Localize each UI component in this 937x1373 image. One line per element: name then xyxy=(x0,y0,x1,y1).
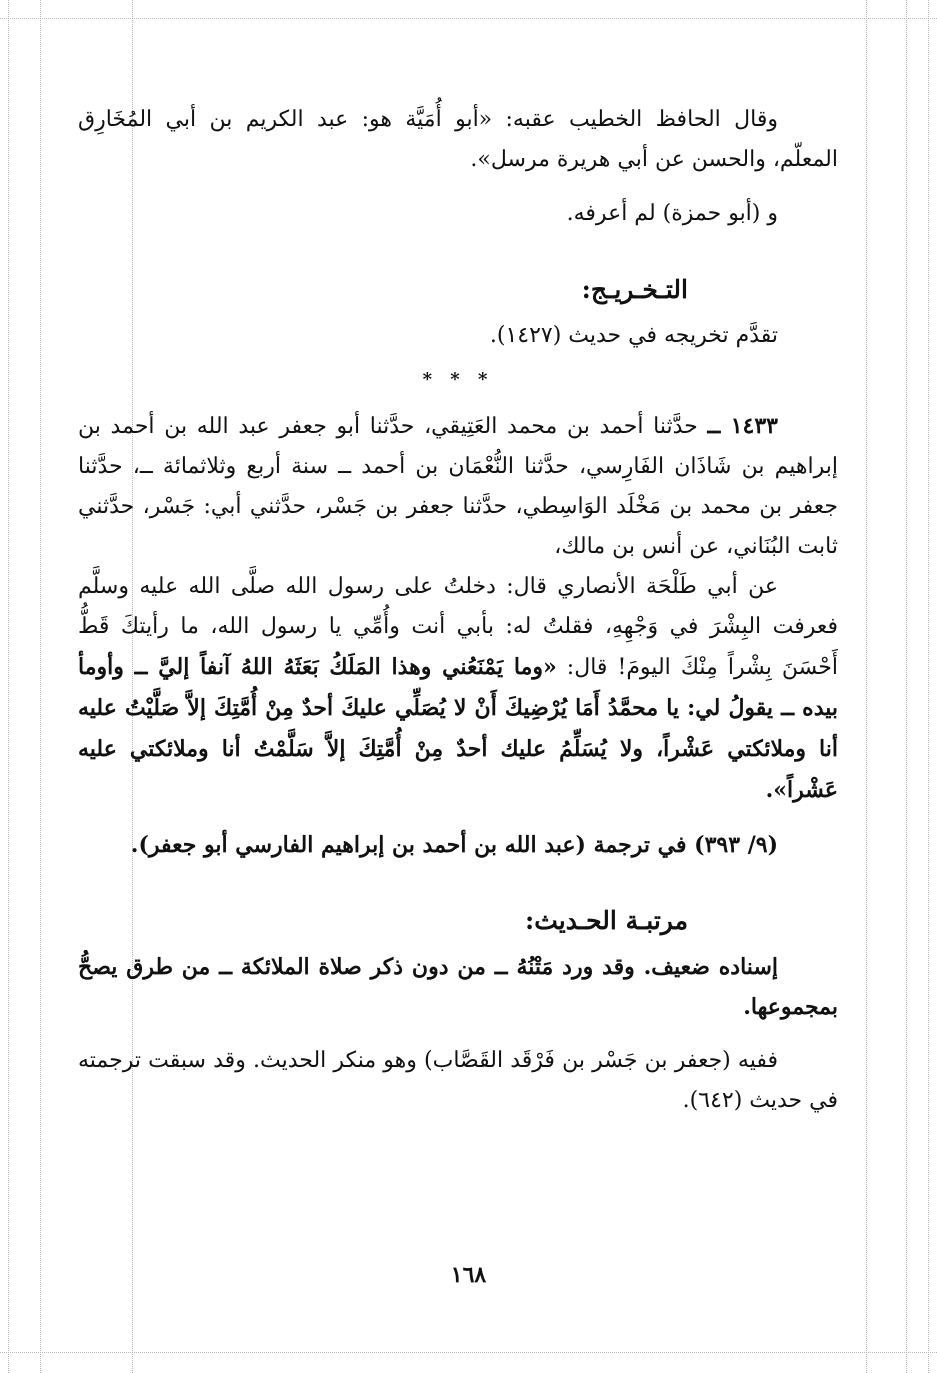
paragraph-takhrij: تقدَّم تخريجه في حديث (١٤٢٧). xyxy=(489,323,778,348)
paragraph-abu-hamza: و (أبو حمزة) لم أعرفه. xyxy=(566,201,778,226)
guide-line-bottom xyxy=(0,1352,937,1353)
hadith-number: ١٤٣٣ ــ xyxy=(707,413,778,439)
page-number: ١٦٨ xyxy=(450,1262,487,1288)
paragraph-rutba: إسناده ضعيف. وقد ورد مَتْنُهُ ــ من دون ذكر صلاة الملائكة ــ من طرق يصحُّ بمجموعها. xyxy=(78,954,838,1020)
paragraph-matn xyxy=(78,567,838,811)
heading-rutba: مرتبـة الحـديث: xyxy=(524,906,688,935)
isnad-text: حدَّثنا أحمد بن محمد العَتِيقي، حدَّثنا أبو جعفر عبد الله بن أحمد بن إبراهيم بن شَاذَان الفَارِسي، حدَّثنا النُّعْمَان بن أحمد ــ سنة أربع وثلاثمائة ــ، حدَّثنا جعفر بن محمد بن مَخْلَد الوَاسِطي، حدَّثنا جعفر بن جَسْر، حدَّثني أبي: جَسْر، حدَّثني ثابت البُنَاني، عن أنس بن مالك، xyxy=(78,414,838,559)
separator-stars: * * * xyxy=(422,369,494,390)
heading-takhrij: التـخـريـج: xyxy=(581,275,688,304)
guide-line-left-inner xyxy=(40,0,41,1373)
matn-intro: عن أبي طَلْحَة الأنصاري قال: دخلتُ على رسول الله صلَّى الله عليه وسلَّم فعرفت البِشْرَ في وَجْهِهِ، فقلتُ له: بأبي أنت وأُمِّي يا رسول الله، ما رأيتكَ قَطُّ أَحْسَنَ بِشْراً مِنْكَ اليومَ! قال: xyxy=(78,574,838,680)
matn-quote: «وما يَمْنَعُني وهذا المَلَكُ بَعَثَهُ اللهُ آنفاً إليَّ ــ وأومأ بيده ــ يقولُ لي: يا محمَّدُ أَمَا يُرْضِيكَ أَنْ لا يُصَلِّي عليكَ أحدٌ مِنْ أُمَّتِكَ إلاَّ صَلَّيْتُ عليه أنا وملائكتي عَشْراً، ولا يُسَلِّمُ عليك أحدٌ مِنْ أُمَّتِكَ إلاَّ سَلَّمْتُ أنا وملائكتي عليه عَشْراً». xyxy=(78,654,838,803)
guide-line-right-margin xyxy=(866,0,867,1373)
guide-line-right-outer xyxy=(928,0,929,1373)
paragraph-final: ففيه (جعفر بن جَسْر بن فَرْقَد القَصَّاب) وهو منكر الحديث. وقد سبقت ترجمته في حديث (٦٤٢). xyxy=(78,1048,838,1113)
paragraph-isnad xyxy=(78,406,838,567)
guide-line-left-outer xyxy=(8,0,9,1373)
paragraph-khatib: وقال الحافظ الخطيب عقبه: «أبو أُمَيَّة هو: عبد الكريم بن أبي المُخَارِق المعلّم، والحسن عن أبي هريرة مرسل». xyxy=(78,107,838,172)
paragraph-reference: (٩/ ٣٩٣) في ترجمة (عبد الله بن أحمد بن إبراهيم الفارسي أبو جعفر). xyxy=(130,832,778,858)
guide-line-top xyxy=(0,18,937,19)
guide-line-right-inner xyxy=(906,0,907,1373)
page-body xyxy=(78,100,838,1121)
